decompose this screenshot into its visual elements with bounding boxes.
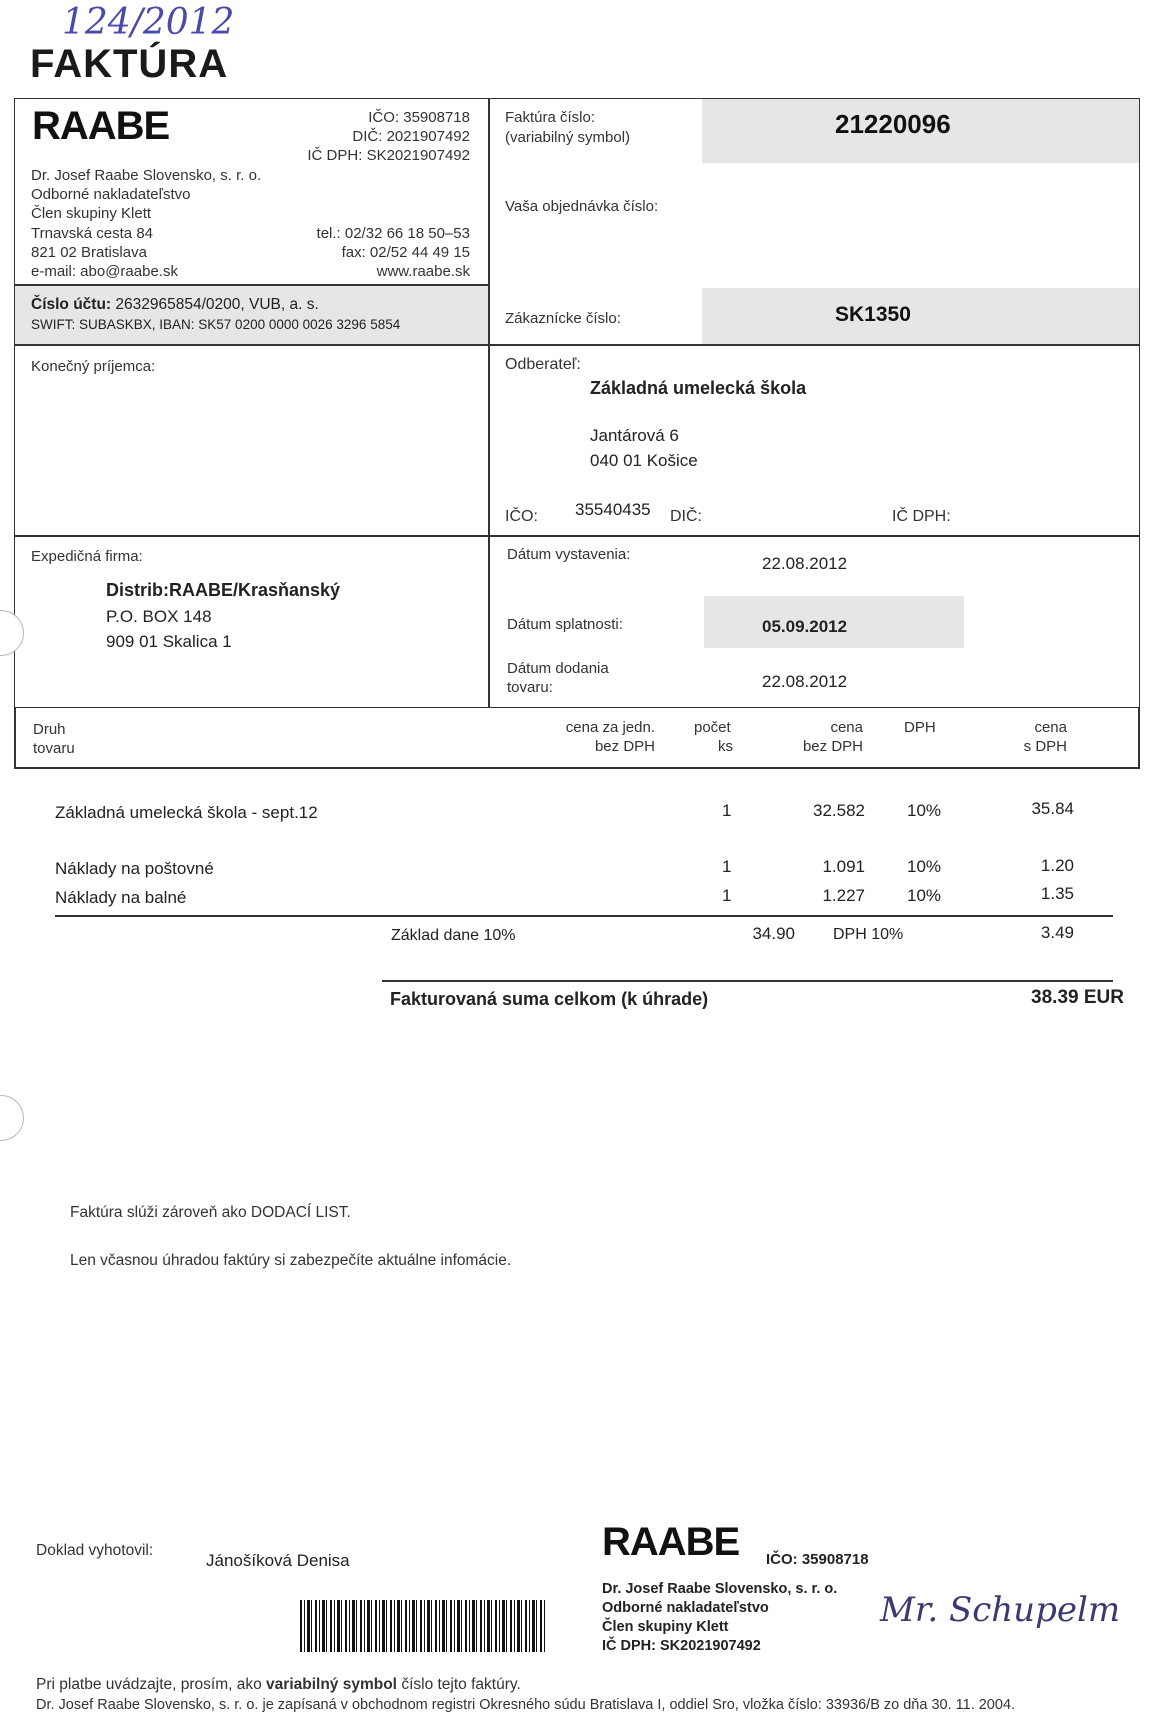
buyer-ico-label: IČO: [505, 508, 538, 525]
supplier-street: Trnavská cesta 84 [31, 225, 153, 242]
customer-number-band [702, 288, 1139, 344]
supplier-email: e-mail: abo@raabe.sk [31, 263, 178, 280]
issue-date: 22.08.2012 [762, 554, 848, 573]
col-qty: počet [694, 719, 731, 736]
final-recipient-label: Konečný príjemca: [31, 358, 156, 375]
footer-line2: Odborné nakladateľstvo [602, 1600, 769, 1616]
due-date: 05.09.2012 [762, 617, 848, 636]
buyer-name: Základná umelecká škola [590, 378, 807, 398]
item-gross: 35.84 [1031, 799, 1074, 818]
vat-amount: 3.49 [1040, 923, 1074, 942]
item-net: 32.582 [813, 801, 865, 820]
supplier-line2: Odborné nakladateľstvo [31, 186, 191, 203]
customer-number: SK1350 [835, 303, 911, 326]
col-net-2: bez DPH [802, 738, 863, 755]
invoice-number-sublabel: (variabilný symbol) [505, 129, 631, 146]
item-qty: 1 [722, 801, 732, 820]
shipping-box: P.O. BOX 148 [106, 607, 212, 626]
supplier-fax: fax: 02/52 44 49 15 [341, 244, 470, 261]
col-net: cena [830, 719, 863, 736]
table-header-bottom [14, 767, 1140, 769]
invoice-number-label: Faktúra číslo: [505, 109, 596, 126]
barcode [300, 1600, 545, 1652]
col-unit-price: cena za jedn. [565, 719, 655, 736]
item-name: Náklady na balné [55, 888, 187, 907]
delivery-date: 22.08.2012 [762, 672, 848, 691]
item-vat: 10% [907, 857, 942, 876]
note-delivery-list: Faktúra slúži zároveň ako DODACÍ LIST. [70, 1204, 351, 1221]
prepared-by-name: Jánošíková Denisa [206, 1551, 350, 1570]
shipping-city: 909 01 Skalica 1 [106, 632, 232, 651]
payment-note-pre: Pri platbe uvádzajte, prosím, ako [36, 1676, 262, 1693]
delivery-date-label: Dátum dodania [507, 660, 609, 677]
col-vat: DPH [904, 719, 936, 736]
note-timely-payment: Len včasnou úhradou faktúry si zabezpečíte aktuálne infomácie. [70, 1252, 512, 1269]
item-qty: 1 [722, 886, 732, 905]
payment-note-bold: variabilný symbol [266, 1676, 397, 1693]
due-date-label: Dátum splatnosti: [507, 616, 623, 633]
account-line [31, 296, 319, 314]
buyer-dic-label: DIČ: [670, 508, 702, 525]
shipping-name: Distrib:RAABE/Krasňanský [106, 580, 341, 600]
item-net: 1.227 [822, 886, 865, 905]
shipping-label: Expedičná firma: [31, 548, 143, 565]
table-header-right-border [1138, 708, 1140, 768]
item-net: 1.091 [822, 857, 865, 876]
supplier-ico: IČO: 35908718 [368, 109, 470, 126]
supplier-logo: RAABE [32, 104, 170, 148]
invoice-number: 21220096 [835, 109, 951, 139]
buyer-street: Jantárová 6 [590, 426, 679, 445]
supplier-city: 821 02 Bratislava [31, 244, 147, 261]
supplier-line3: Člen skupiny Klett [31, 205, 152, 222]
prepared-by-label: Doklad vyhotovil: [36, 1542, 154, 1559]
buyer-ic-dph-label: IČ DPH: [892, 508, 951, 525]
register-note: Dr. Josef Raabe Slovensko, s. r. o. je zapísaná v obchodnom registri Okresného súdu Bratislava I, oddiel Sro, vložka číslo: 33936/B zo dňa 30. 11. 2004. [36, 1697, 1016, 1713]
col-unit-price-2: bez DPH [594, 738, 655, 755]
supplier-dic: DIČ: 2021907492 [352, 128, 470, 145]
divider-1 [14, 344, 1140, 346]
buyer-label: Odberateľ: [505, 356, 581, 373]
total-amount: 38.39 EUR [1031, 987, 1124, 1008]
total-label: Fakturovaná suma celkom (k úhrade) [390, 989, 709, 1009]
swift-iban: SWIFT: SUBASKBX, IBAN: SK57 0200 0000 0026 3296 5854 [31, 317, 401, 332]
supplier-web: www.raabe.sk [376, 263, 470, 280]
supplier-ic-dph: IČ DPH: SK2021907492 [307, 147, 470, 164]
footer-company-name: Dr. Josef Raabe Slovensko, s. r. o. [602, 1581, 838, 1597]
supplier-tel: tel.: 02/32 66 18 50–53 [316, 225, 470, 242]
col-gross: cena [1034, 719, 1067, 736]
total-separator [382, 980, 1113, 982]
account-number: 2632965854/0200, VUB, a. s. [115, 296, 319, 313]
payment-note-post: číslo tejto faktúry. [401, 1676, 521, 1693]
table-header-left-border [14, 708, 16, 768]
document-title: FAKTÚRA [30, 42, 229, 86]
vat-label: DPH 10% [833, 926, 904, 943]
punch-hole-bottom [0, 1095, 24, 1141]
col-gross-2: s DPH [1023, 738, 1067, 755]
handwritten-invoice-number: 124/2012 [62, 2, 235, 43]
account-label: Číslo účtu: [31, 296, 112, 313]
vertical-divider [488, 98, 490, 708]
supplier-name: Dr. Josef Raabe Slovensko, s. r. o. [31, 167, 262, 184]
account-divider [14, 284, 488, 286]
item-vat: 10% [907, 801, 942, 820]
buyer-city: 040 01 Košice [590, 451, 698, 470]
col-goods-2: tovaru [33, 740, 75, 757]
footer-ico: IČO: 35908718 [766, 1551, 869, 1568]
col-qty-2: ks [718, 738, 733, 755]
col-goods: Druh [33, 721, 66, 738]
item-qty: 1 [722, 857, 732, 876]
issue-date-label: Dátum vystavenia: [507, 546, 631, 563]
footer-line3: Člen skupiny Klett [602, 1619, 729, 1635]
items-separator [55, 915, 1113, 917]
footer-logo: RAABE [602, 1520, 740, 1564]
payment-note [36, 1676, 521, 1694]
signature: Mr. Schupelm [880, 1590, 1121, 1630]
delivery-date-sublabel: tovaru: [507, 679, 553, 696]
item-name: Základná umelecká škola - sept.12 [55, 803, 318, 822]
item-gross: 1.20 [1040, 856, 1074, 875]
buyer-ico: 35540435 [575, 500, 651, 519]
item-gross: 1.35 [1040, 884, 1074, 903]
divider-2 [14, 535, 1140, 537]
customer-number-label: Zákaznícke číslo: [505, 310, 621, 327]
item-vat: 10% [907, 886, 942, 905]
tax-base-label: Základ dane 10% [391, 927, 516, 944]
footer-ic-dph: IČ DPH: SK2021907492 [602, 1638, 761, 1654]
tax-base: 34.90 [752, 924, 795, 943]
order-number-label: Vaša objednávka číslo: [505, 198, 659, 215]
account-band [15, 284, 488, 344]
item-name: Náklady na poštovné [55, 859, 214, 878]
